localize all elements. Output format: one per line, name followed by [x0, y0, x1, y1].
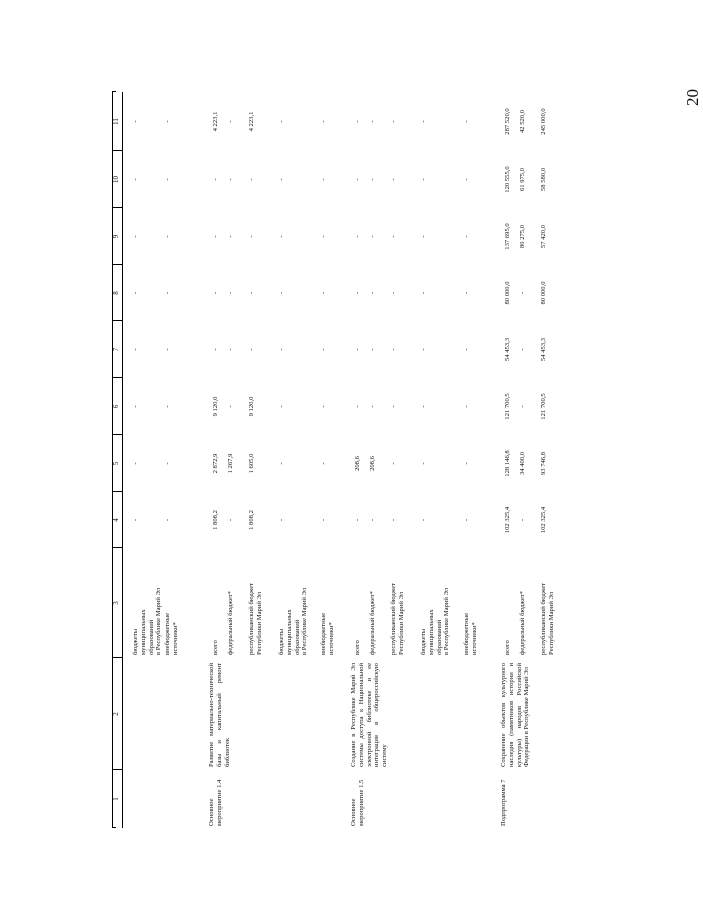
budget-value: -	[212, 178, 219, 181]
row-name: Создание в Республике Марий Эл системы доступа к Национальной электронной библиотеке и ее интеграция в общероссийскую систему	[350, 663, 389, 767]
budget-value: -	[248, 291, 255, 295]
budget-value: -	[463, 291, 470, 295]
budget-value: -	[212, 235, 219, 238]
column-number: 5	[112, 461, 120, 466]
column-rule	[112, 827, 116, 828]
budget-value: -	[227, 518, 234, 522]
column-number: 7	[112, 347, 120, 352]
funding-source: федеральный бюджет*	[369, 591, 376, 655]
budget-value: 80 000,0	[540, 281, 547, 305]
budget-value: -	[390, 405, 397, 408]
budget-value: -	[354, 235, 361, 238]
budget-value: -	[212, 348, 219, 351]
budget-value: -	[420, 518, 427, 522]
budget-value: -	[248, 178, 255, 181]
funding-source: бюджеты муниципальных образований в Республике Марий Эл	[132, 587, 163, 655]
budget-value: -	[420, 120, 427, 123]
budget-value: -	[354, 291, 361, 295]
budget-value: -	[227, 405, 234, 408]
budget-value: -	[463, 178, 470, 181]
budget-value: 58 580,0	[540, 167, 547, 192]
budget-value: -	[420, 178, 427, 181]
column-number: 4	[112, 518, 120, 522]
funding-source: федеральный бюджет*	[227, 591, 234, 655]
budget-value: -	[463, 518, 470, 522]
budget-value: -	[369, 120, 376, 123]
budget-value: 9 120,0	[212, 396, 219, 417]
budget-value: 121 700,5	[540, 393, 547, 420]
budget-value: -	[227, 235, 234, 238]
column-number: 2	[112, 712, 120, 716]
budget-value: -	[320, 291, 327, 295]
column-number: 8	[112, 291, 120, 295]
budget-value: -	[320, 178, 327, 181]
column-number: 1	[112, 797, 120, 801]
budget-value: 102 325,4	[540, 506, 547, 534]
row-code: Основное мероприятие 1.5	[350, 779, 365, 826]
column-rule	[112, 547, 122, 548]
budget-value: -	[369, 178, 376, 181]
funding-source: республиканский бюджет Республики Марий Эл	[248, 582, 263, 655]
budget-value: 121 700,5	[504, 393, 511, 420]
budget-value: -	[278, 235, 285, 238]
budget-value: 57 420,0	[540, 224, 547, 249]
budget-value: -	[519, 348, 526, 351]
budget-value: -	[390, 120, 397, 123]
budget-value: -	[278, 348, 285, 351]
budget-value: -	[320, 120, 327, 123]
budget-value: 102 325,4	[504, 506, 511, 534]
budget-value: -	[227, 178, 234, 181]
budget-value: 1 605,0	[248, 453, 255, 474]
funding-source: всего	[212, 640, 219, 655]
budget-value: -	[390, 178, 397, 181]
budget-value: 42 520,0	[519, 109, 526, 134]
budget-value: -	[354, 348, 361, 351]
budget-value: -	[227, 348, 234, 351]
budget-value: -	[132, 348, 139, 351]
column-rule	[112, 377, 122, 378]
budget-value: -	[320, 405, 327, 408]
funding-source: внебюджетные источники*	[164, 612, 179, 655]
budget-value: 93 746,8	[540, 451, 547, 476]
budget-value: -	[164, 405, 171, 408]
column-number: 3	[112, 601, 120, 605]
budget-value: -	[354, 178, 361, 181]
budget-value: -	[320, 235, 327, 238]
budget-value: -	[320, 348, 327, 351]
column-rule	[112, 264, 122, 265]
funding-source: федеральный бюджет*	[519, 591, 526, 655]
funding-source: всего	[504, 640, 511, 655]
budget-value: -	[164, 120, 171, 123]
column-rule	[112, 150, 122, 151]
budget-value: -	[248, 348, 255, 351]
column-rule	[112, 207, 122, 208]
budget-value: -	[390, 348, 397, 351]
budget-value: -	[164, 462, 171, 465]
budget-value: -	[519, 518, 526, 522]
budget-value: -	[164, 291, 171, 295]
budget-value: 4 223,1	[212, 111, 219, 132]
budget-value: 80 275,0	[519, 224, 526, 249]
budget-value: 208,6	[354, 456, 361, 471]
budget-value: -	[132, 235, 139, 238]
budget-value: 80 000,0	[504, 281, 511, 305]
budget-value: -	[463, 405, 470, 408]
budget-value: -	[369, 235, 376, 238]
budget-value: -	[248, 235, 255, 238]
page-number: 20	[683, 89, 702, 106]
budget-value: 4 223,1	[248, 111, 255, 132]
row-code: Подпрограмма 7	[500, 779, 507, 826]
funding-source: всего	[354, 640, 361, 655]
column-rule	[112, 434, 122, 435]
row-name: Сохранение объектов культурного наследия (памятников истории и культуры) народов Российской Федерации в Республике Марий Эл	[500, 663, 531, 767]
budget-value: -	[390, 291, 397, 295]
budget-value: -	[278, 518, 285, 522]
funding-source: бюджеты муниципальных образований в Республике Марий Эл	[278, 587, 309, 655]
budget-value: -	[164, 518, 171, 522]
column-number: 6	[112, 404, 120, 409]
budget-value: 128 146,8	[504, 450, 511, 477]
budget-value: 61 975,0	[519, 167, 526, 192]
budget-value: -	[278, 462, 285, 465]
column-rule	[112, 657, 122, 658]
funding-source: республиканский бюджет Республики Марий Эл	[390, 582, 405, 655]
budget-value: 9 120,0	[248, 396, 255, 417]
budget-value: -	[420, 291, 427, 295]
budget-value: -	[320, 518, 327, 522]
budget-value: -	[519, 291, 526, 295]
budget-value: -	[369, 348, 376, 351]
funding-source: внебюджетные источники*	[320, 612, 335, 655]
budget-value: -	[164, 235, 171, 238]
budget-value: -	[420, 462, 427, 465]
budget-value: -	[132, 405, 139, 408]
budget-value: -	[369, 518, 376, 522]
budget-value: -	[164, 178, 171, 181]
header-bottom-rule	[122, 92, 123, 828]
budget-value: -	[390, 235, 397, 238]
budget-value: -	[164, 348, 171, 351]
budget-value: -	[420, 405, 427, 408]
row-code: Основное мероприятие 1.4	[208, 779, 223, 826]
budget-value: -	[278, 178, 285, 181]
budget-value: 137 695,0	[504, 223, 511, 250]
budget-value: -	[227, 120, 234, 123]
budget-value: -	[420, 235, 427, 238]
funding-source: бюджеты муниципальных образований в Республике Марий Эл	[420, 587, 451, 655]
budget-value: -	[463, 120, 470, 123]
budget-value: 208,6	[369, 456, 376, 471]
budget-value: -	[132, 518, 139, 522]
budget-value: -	[278, 405, 285, 408]
budget-value: 120 555,0	[504, 166, 511, 193]
budget-value: -	[420, 348, 427, 351]
budget-value: -	[132, 462, 139, 465]
budget-value: -	[463, 235, 470, 238]
budget-value: 54 453,3	[504, 337, 511, 362]
budget-value: -	[354, 120, 361, 123]
column-rule	[112, 91, 116, 92]
funding-source: внебюджетные источники*	[463, 612, 478, 655]
row-name: Развитие материально-технической базы и капитальный ремонт библиотек	[208, 663, 231, 767]
budget-value: -	[463, 462, 470, 465]
budget-value: -	[519, 405, 526, 408]
budget-value: 54 453,3	[540, 337, 547, 362]
budget-value: -	[320, 462, 327, 465]
budget-value: -	[278, 291, 285, 295]
budget-value: 34 400,0	[519, 451, 526, 476]
budget-table	[112, 48, 637, 828]
budget-value: -	[390, 518, 397, 522]
budget-value: 1 267,9	[227, 453, 234, 474]
budget-value: 1 808,2	[212, 510, 219, 530]
budget-value: -	[132, 178, 139, 181]
column-number: 10	[112, 176, 120, 183]
budget-value: -	[278, 120, 285, 123]
budget-value: 287 520,0	[504, 108, 511, 135]
budget-value: -	[212, 291, 219, 295]
budget-value: -	[463, 348, 470, 351]
column-rule	[112, 769, 122, 770]
budget-value: -	[354, 518, 361, 522]
column-number: 11	[112, 118, 120, 125]
budget-value: 2 872,9	[212, 453, 219, 474]
column-rule	[112, 491, 122, 492]
budget-value: -	[132, 291, 139, 295]
funding-source: республиканский бюджет Республики Марий Эл	[540, 582, 555, 655]
budget-value: -	[354, 405, 361, 408]
column-number: 9	[112, 234, 120, 239]
budget-value: -	[227, 291, 234, 295]
budget-value: 1 808,2	[248, 510, 255, 530]
budget-value: -	[369, 405, 376, 408]
budget-value: -	[132, 120, 139, 123]
column-rule	[112, 320, 122, 321]
budget-value: -	[369, 291, 376, 295]
budget-value: 245 000,0	[540, 108, 547, 135]
budget-value: -	[390, 462, 397, 465]
